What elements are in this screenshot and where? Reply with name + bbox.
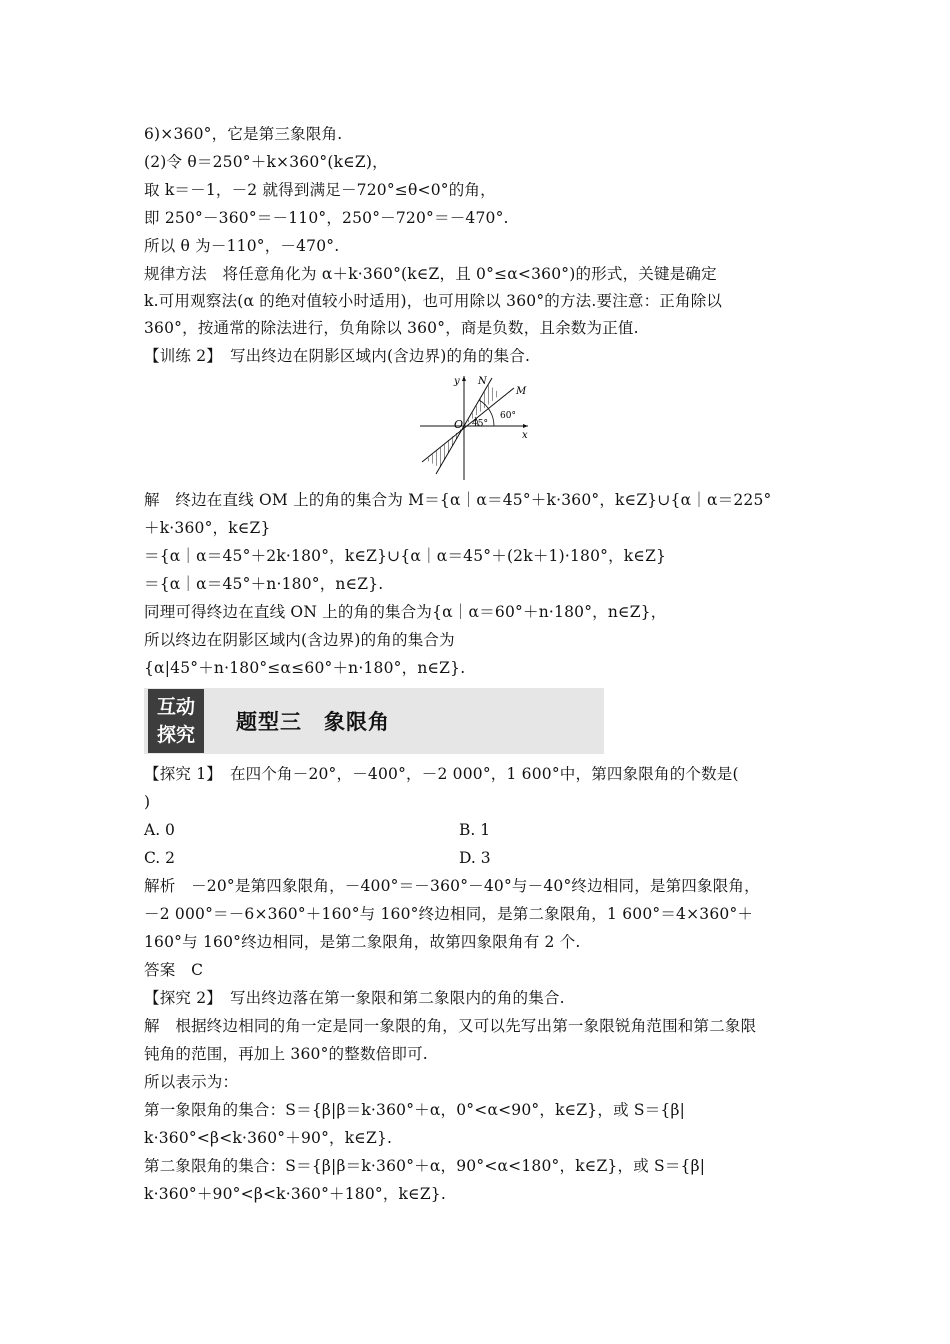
label-n: N <box>478 376 487 387</box>
y-axis-arrow-icon <box>462 376 466 381</box>
text-line: 取 k＝－1，－2 就得到满足－720°≤θ<0°的角， <box>144 181 496 199</box>
option-b: B. 1 <box>459 821 491 839</box>
solution-line: 解 终边在直线 OM 上的角的集合为 M＝{α｜α＝45°＋k·360°，k∈Z}∪{α｜α＝225° <box>144 491 772 509</box>
solution-line: 同理可得终边在直线 ON 上的角的集合为{α｜α＝60°＋n·180°，n∈Z}， <box>144 603 667 621</box>
x-axis-arrow-icon <box>523 424 528 428</box>
text-line: 即 250°－360°＝－110°，250°－720°＝－470°. <box>144 209 509 227</box>
line-om <box>422 388 514 462</box>
text-line: 所以 θ 为－110°，－470°. <box>144 237 340 255</box>
solution-line: k·360°＋90°<β<k·360°＋180°，k∈Z}. <box>144 1185 446 1203</box>
method-note: k.可用观察法(α 的绝对值较小时适用)，也可用除以 360°的方法.要注意：正角除以 <box>144 292 723 310</box>
solution-line: ＝{α｜α＝45°＋2k·180°，k∈Z}∪{α｜α＝45°＋(2k＋1)·180°，k∈Z} <box>144 547 667 565</box>
inquiry-heading: 【探究 1】 在四个角－20°，－400°，－2 000°，1 600°中，第四象限角的个数是( <box>144 765 739 783</box>
analysis-line: 解析 －20°是第四象限角，－400°＝－360°－40°与－40°终边相同，是第四象限角， <box>144 877 760 895</box>
exercise-heading: 【训练 2】 写出终边在阴影区域内(含边界)的角的集合. <box>144 347 531 365</box>
section-banner <box>144 688 604 754</box>
option-c: C. 2 <box>144 849 176 867</box>
option-d: D. 3 <box>459 849 491 867</box>
solution-line: ＝{α｜α＝45°＋n·180°，n∈Z}. <box>144 575 384 593</box>
method-note: 360°，按通常的除法进行，负角除以 360°，商是负数，且余数为正值. <box>144 319 639 337</box>
text-line: 6)×360°，它是第三象限角. <box>144 125 343 143</box>
badge-line-1: 互动 <box>156 696 195 718</box>
solution-line: ＋k·360°，k∈Z} <box>144 519 271 537</box>
label-m: M <box>516 386 527 397</box>
label-x: x <box>522 430 528 441</box>
text-line: ) <box>144 793 151 811</box>
solution-line: 第一象限角的集合：S＝{β|β＝k·360°＋α，0°<α<90°，k∈Z}，或 S＝{β| <box>144 1101 686 1119</box>
label-angle-60: 60° <box>500 411 516 421</box>
solution-line: 钝角的范围，再加上 360°的整数倍即可. <box>144 1045 428 1063</box>
method-note: 规律方法 将任意角化为 α＋k·360°(k∈Z，且 0°≤α<360°)的形式，关键是确定 <box>144 265 717 283</box>
solution-line: 所以表示为： <box>144 1073 239 1091</box>
solution-line: {α|45°＋n·180°≤α≤60°＋n·180°，n∈Z}. <box>144 659 466 677</box>
section-badge <box>148 689 204 753</box>
label-y: y <box>454 376 460 387</box>
analysis-line: －2 000°＝－6×360°＋160°与 160°终边相同，是第二象限角，1 600°＝4×360°＋ <box>144 905 754 923</box>
solution-line: 第二象限角的集合：S＝{β|β＝k·360°＋α，90°<α<180°，k∈Z}，或 S＝{β| <box>144 1157 706 1175</box>
answer-line: 答案 C <box>144 961 204 979</box>
solution-line: k·360°<β<k·360°＋90°，k∈Z}. <box>144 1129 393 1147</box>
option-a: A. 0 <box>144 821 175 839</box>
solution-line: 解 根据终边相同的角一定是同一象限的角，又可以先写出第一象限锐角范围和第二象限 <box>144 1017 757 1035</box>
analysis-line: 160°与 160°终边相同，是第二象限角，故第四象限角有 2 个. <box>144 933 581 951</box>
label-angle-45: 45° <box>472 419 488 429</box>
solution-line: 所以终边在阴影区域内(含边界)的角的集合为 <box>144 631 455 649</box>
angle-diagram <box>416 372 536 484</box>
inquiry-heading: 【探究 2】 写出终边落在第一象限和第二象限内的角的集合. <box>144 989 565 1007</box>
label-o: O <box>454 418 464 431</box>
text-line: (2)令 θ＝250°＋k×360°(k∈Z)， <box>144 153 388 171</box>
badge-line-2: 探究 <box>156 724 195 746</box>
section-title: 题型三 象限角 <box>236 710 390 734</box>
